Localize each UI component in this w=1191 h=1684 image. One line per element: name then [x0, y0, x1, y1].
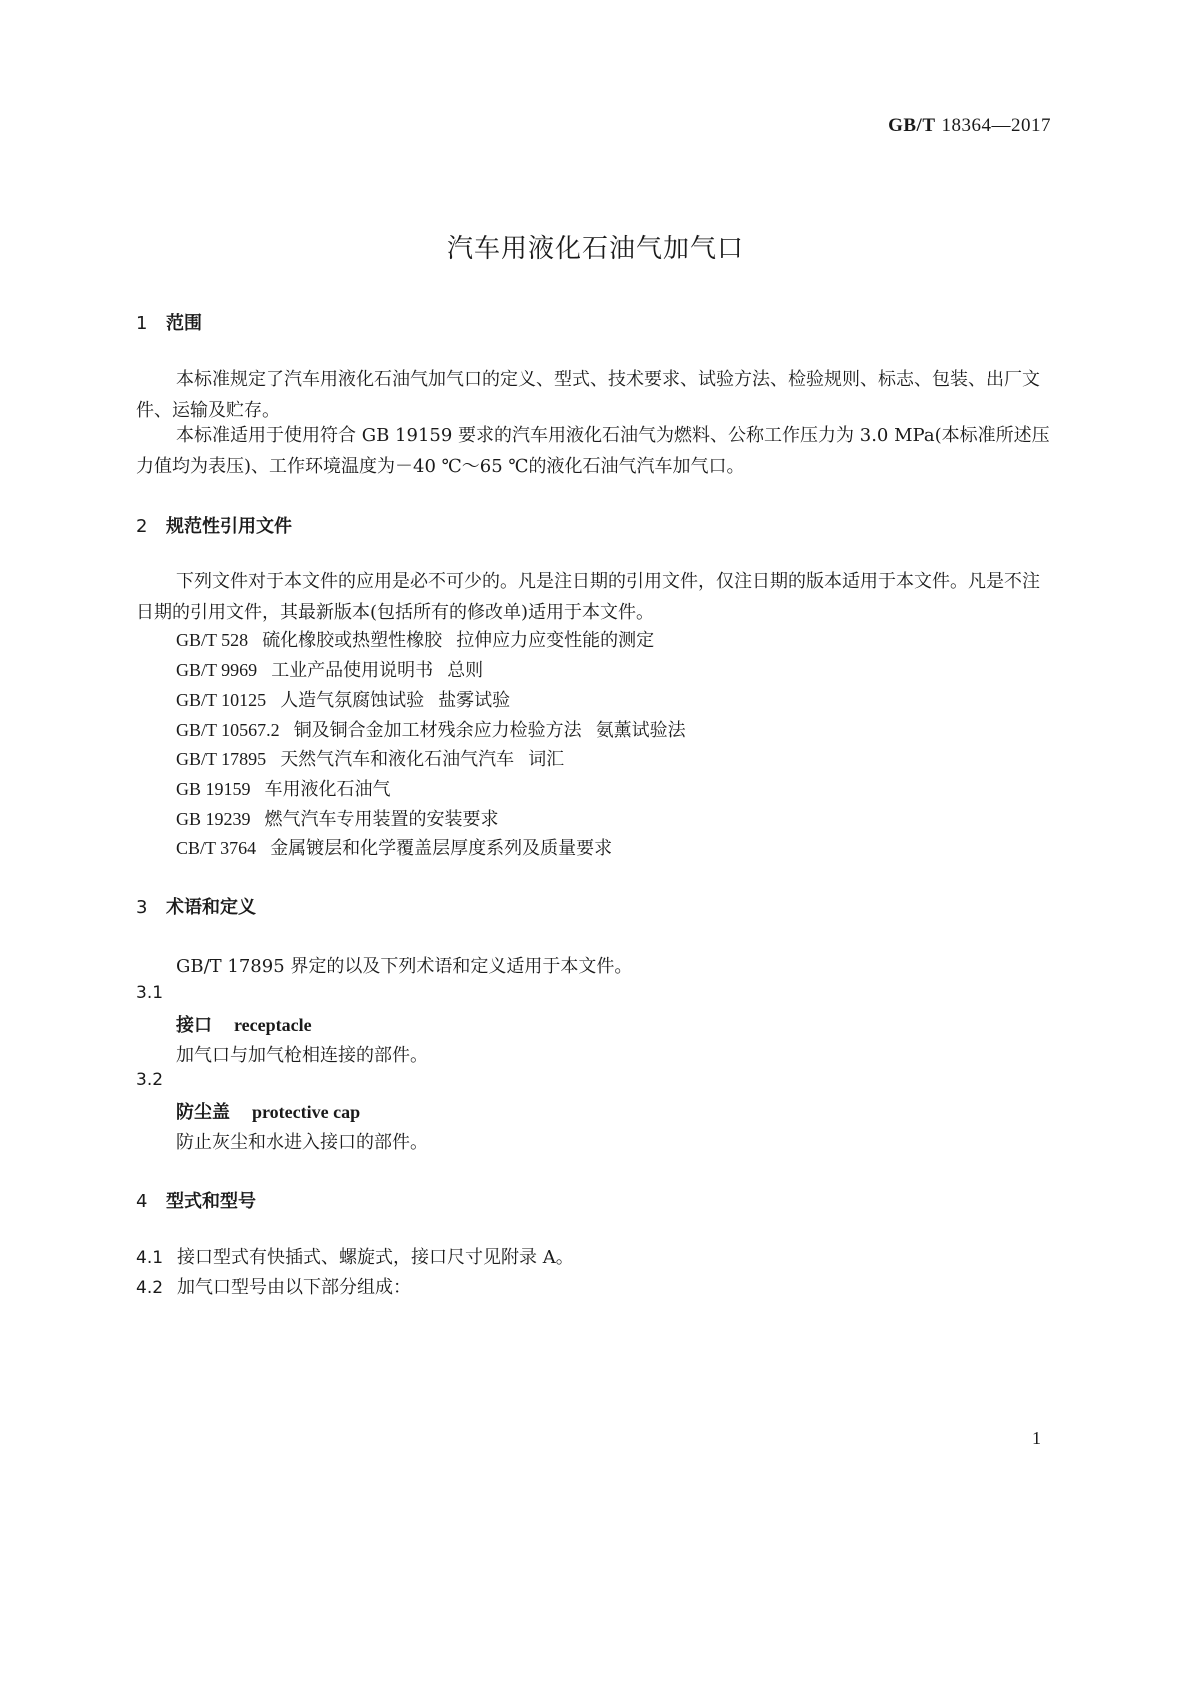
- section-title: 范围: [166, 313, 202, 334]
- reference-item: [176, 626, 654, 652]
- clause-number: 4.1: [136, 1248, 164, 1268]
- reference-code: GB 19239: [176, 809, 251, 829]
- clause-text: 接口型式有快插式、螺旋式，接口尺寸见附录 A。: [177, 1247, 574, 1268]
- reference-code: GB 19159: [176, 779, 251, 799]
- reference-title: 金属镀层和化学覆盖层厚度系列及质量要求: [270, 838, 613, 859]
- reference-item: [176, 716, 686, 742]
- term-entry: [176, 1011, 312, 1037]
- section-number: 1: [136, 313, 148, 334]
- section-title: 型式和型号: [166, 1191, 256, 1212]
- reference-item: [176, 745, 564, 771]
- term-chinese: 防尘盖: [176, 1102, 230, 1123]
- reference-item: [176, 834, 612, 860]
- clause-number: 4.2: [136, 1278, 164, 1298]
- reference-subtitle: 总则: [447, 660, 484, 681]
- reference-title: 车用液化石油气: [264, 779, 391, 800]
- reference-title: 人造气氛腐蚀试验: [280, 690, 425, 711]
- reference-item: [176, 805, 499, 831]
- section-number: 4: [136, 1191, 148, 1212]
- section-number: 2: [136, 516, 148, 537]
- standard-code: 18364—2017: [941, 115, 1051, 136]
- term-number: 3.1: [136, 983, 164, 1003]
- term-english: receptacle: [234, 1015, 312, 1035]
- clause-item: [136, 1273, 411, 1299]
- standard-prefix: GB/T: [888, 115, 936, 136]
- section-title: 术语和定义: [166, 897, 256, 918]
- page-number: 1: [1032, 1428, 1041, 1448]
- section-3-paragraph: GB/T 17895 界定的以及下列术语和定义适用于本文件。: [176, 956, 633, 977]
- reference-code: CB/T 3764: [176, 838, 257, 858]
- section-2-paragraph: 下列文件对于本文件的应用是必不可少的。凡是注日期的引用文件，仅注日期的版本适用于本文件。凡是不注日期的引用文件，其最新版本(包括所有的修改单)适用于本文件。: [136, 571, 1040, 623]
- reference-title: 天然气汽车和液化石油气汽车: [280, 749, 515, 770]
- section-4-heading: [136, 1187, 256, 1213]
- reference-code: GB/T 10567.2: [176, 720, 280, 740]
- section-1-heading: [136, 309, 202, 335]
- section-title: 规范性引用文件: [166, 516, 292, 537]
- reference-code: GB/T 9969: [176, 660, 258, 680]
- document-title: 汽车用液化石油气加气口: [446, 234, 744, 264]
- standard-number: [888, 115, 1051, 137]
- section-1-paragraph-1: 本标准规定了汽车用液化石油气加气口的定义、型式、技术要求、试验方法、检验规则、标志、包装、出厂文件、运输及贮存。: [136, 369, 1040, 421]
- term-entry: [176, 1098, 360, 1124]
- reference-subtitle: 盐雾试验: [438, 690, 511, 711]
- reference-code: GB/T 10125: [176, 690, 267, 710]
- section-1-paragraph-2: 本标准适用于使用符合 GB 19159 要求的汽车用液化石油气为燃料、公称工作压力为 3.0 MPa(本标准所述压力值均为表压)、工作环境温度为－40 ℃～65 ℃的液化石油气汽车加气口。: [136, 425, 1050, 477]
- reference-title: 工业产品使用说明书: [271, 660, 434, 681]
- reference-title: 燃气汽车专用装置的安装要求: [264, 809, 499, 830]
- reference-subtitle: 词汇: [528, 749, 565, 770]
- reference-title: 硫化橡胶或热塑性橡胶: [262, 630, 443, 651]
- term-english: protective cap: [252, 1102, 361, 1122]
- section-3-heading: [136, 893, 256, 919]
- reference-subtitle: 氨薰试验法: [595, 720, 686, 741]
- reference-code: GB/T 528: [176, 630, 249, 650]
- reference-code: GB/T 17895: [176, 749, 267, 769]
- term-definition: 加气口与加气枪相连接的部件。: [176, 1045, 428, 1066]
- reference-item: [176, 656, 483, 682]
- reference-subtitle: 拉伸应力应变性能的测定: [456, 630, 655, 651]
- section-2-heading: [136, 512, 292, 538]
- reference-item: [176, 775, 391, 801]
- clause-text: 加气口型号由以下部分组成：: [177, 1277, 412, 1298]
- clause-item: [136, 1243, 574, 1269]
- section-number: 3: [136, 897, 148, 918]
- reference-item: [176, 686, 510, 712]
- reference-title: 铜及铜合金加工材残余应力检验方法: [293, 720, 582, 741]
- term-definition: 防止灰尘和水进入接口的部件。: [176, 1132, 428, 1153]
- term-number: 3.2: [136, 1070, 164, 1090]
- term-chinese: 接口: [176, 1015, 212, 1036]
